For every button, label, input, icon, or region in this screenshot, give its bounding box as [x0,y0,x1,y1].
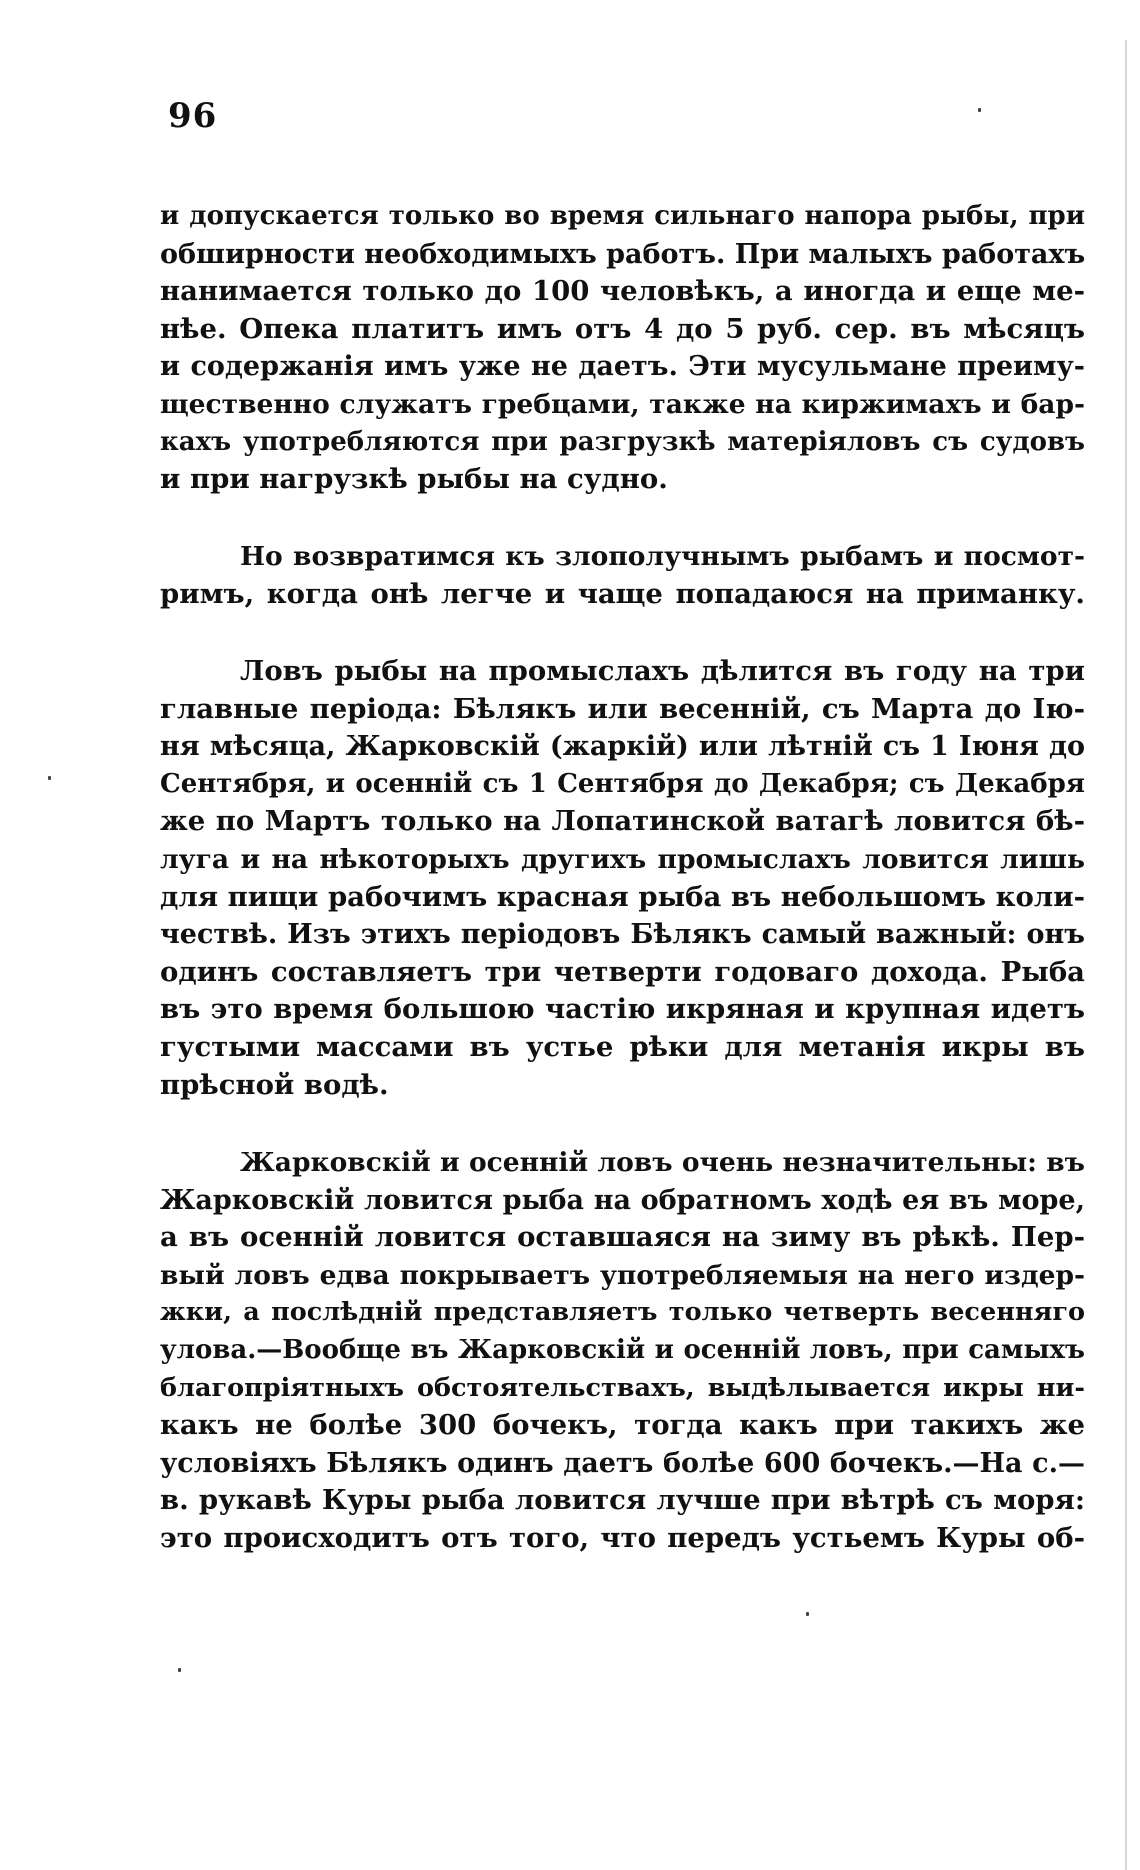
text-line: нанимается только до 100 человѣкъ, а иногда и еще ме- [160,275,1085,308]
paragraph-4 [160,1144,1085,1558]
text-line: римъ, когда онѣ легче и чаще попадаюся на приманку. [160,577,1085,610]
text-line: кахъ употребляются при разгрузкѣ матеріяловъ съ судовъ [160,426,1085,457]
text-line: одинъ составляетъ три четверти годоваго дохода. Рыба [160,955,1085,988]
text-line: какъ не болѣе 300 бочекъ, тогда какъ при такихъ же [160,1409,1085,1442]
text-line: Но возвратимся къ злополучнымъ рыбамъ и посмот- [240,541,1085,572]
paragraph-1 [160,198,1085,499]
text-line: ня мѣсяца, Жарковскій (жаркій) или лѣтній съ 1 Іюня до [160,731,1085,763]
text-line: щественно служатъ гребцами, также на киржимахъ и бар- [160,388,1085,420]
text-line: и содержанія имъ уже не даетъ. Эти мусульмане преиму- [160,351,1085,383]
text-line: чествѣ. Изъ этихъ періодовъ Бѣлякъ самый важный: онъ [160,919,1085,951]
text-line: луга и на нѣкоторыхъ другихъ промыслахъ ловится лишь [160,843,1085,875]
paragraph-2 [160,538,1085,613]
text-line: Сентября, и осенній съ 1 Сентября до Декабря; съ Декабря [160,768,1085,799]
text-line: обширности необходимыхъ работъ. При малыхъ работахъ [160,238,1086,270]
text-line: благопріятныхъ обстоятельствахъ, выдѣлывается икры ни- [160,1372,1085,1403]
text-line: прѣсной водѣ. [160,1068,389,1101]
page-edge-line [1125,40,1127,1870]
text-line: Ловъ рыбы на промыслахъ дѣлится въ году на три [240,655,1085,687]
text-line: же по Мартъ только на Лопатинской ватагѣ ловится бѣ- [160,805,1085,838]
page-number: 96 [168,96,218,136]
text-line: и допускается только во время сильнаго напора рыбы, при [160,201,1085,231]
scan-speck [978,108,981,112]
text-line: а въ осенній ловится оставшаяся на зиму въ рѣкѣ. Пер- [160,1221,1085,1254]
text-line: условіяхъ Бѣлякъ одинъ даетъ болѣе 600 бочекъ.—На с.— [160,1447,1085,1479]
scan-speck [48,776,51,780]
scan-speck [178,1668,181,1672]
text-line: и при нагрузкѣ рыбы на судно. [160,463,668,496]
text-line: вый ловъ едва покрываетъ употребляемыя на него издер- [160,1259,1085,1291]
text-line: главные періода: Бѣлякъ или весенній, съ Марта до Ію- [160,692,1085,725]
text-line: для пищи рабочимъ красная рыба въ небольшомъ коли- [160,880,1085,913]
text-line: Жарковскій и осенній ловъ очень незначительны: въ [240,1147,1085,1178]
text-line: это происходитъ отъ того, что передъ устьемъ Куры об- [160,1521,1085,1554]
text-line: густыми массами въ устье рѣки для метанія икры въ [160,1030,1085,1063]
text-line: въ это время большою частію икряная и крупная идетъ [160,993,1085,1026]
text-line: в. рукавѣ Куры рыба ловится лучше при вѣтрѣ съ моря: [160,1484,1085,1517]
text-line: улова.—Вообще въ Жарковскій и осенній ловъ, при самыхъ [160,1334,1085,1365]
scan-speck [806,1612,809,1616]
paragraph-3 [160,653,1085,1104]
text-line: жки, а послѣдній представляетъ только четверть весенняго [160,1297,1085,1328]
text-line: нѣе. Опека платитъ имъ отъ 4 до 5 руб. сер. въ мѣсяцъ [160,312,1085,345]
text-line: Жарковскій ловится рыба на обратномъ ходѣ ея въ море, [160,1184,1085,1216]
